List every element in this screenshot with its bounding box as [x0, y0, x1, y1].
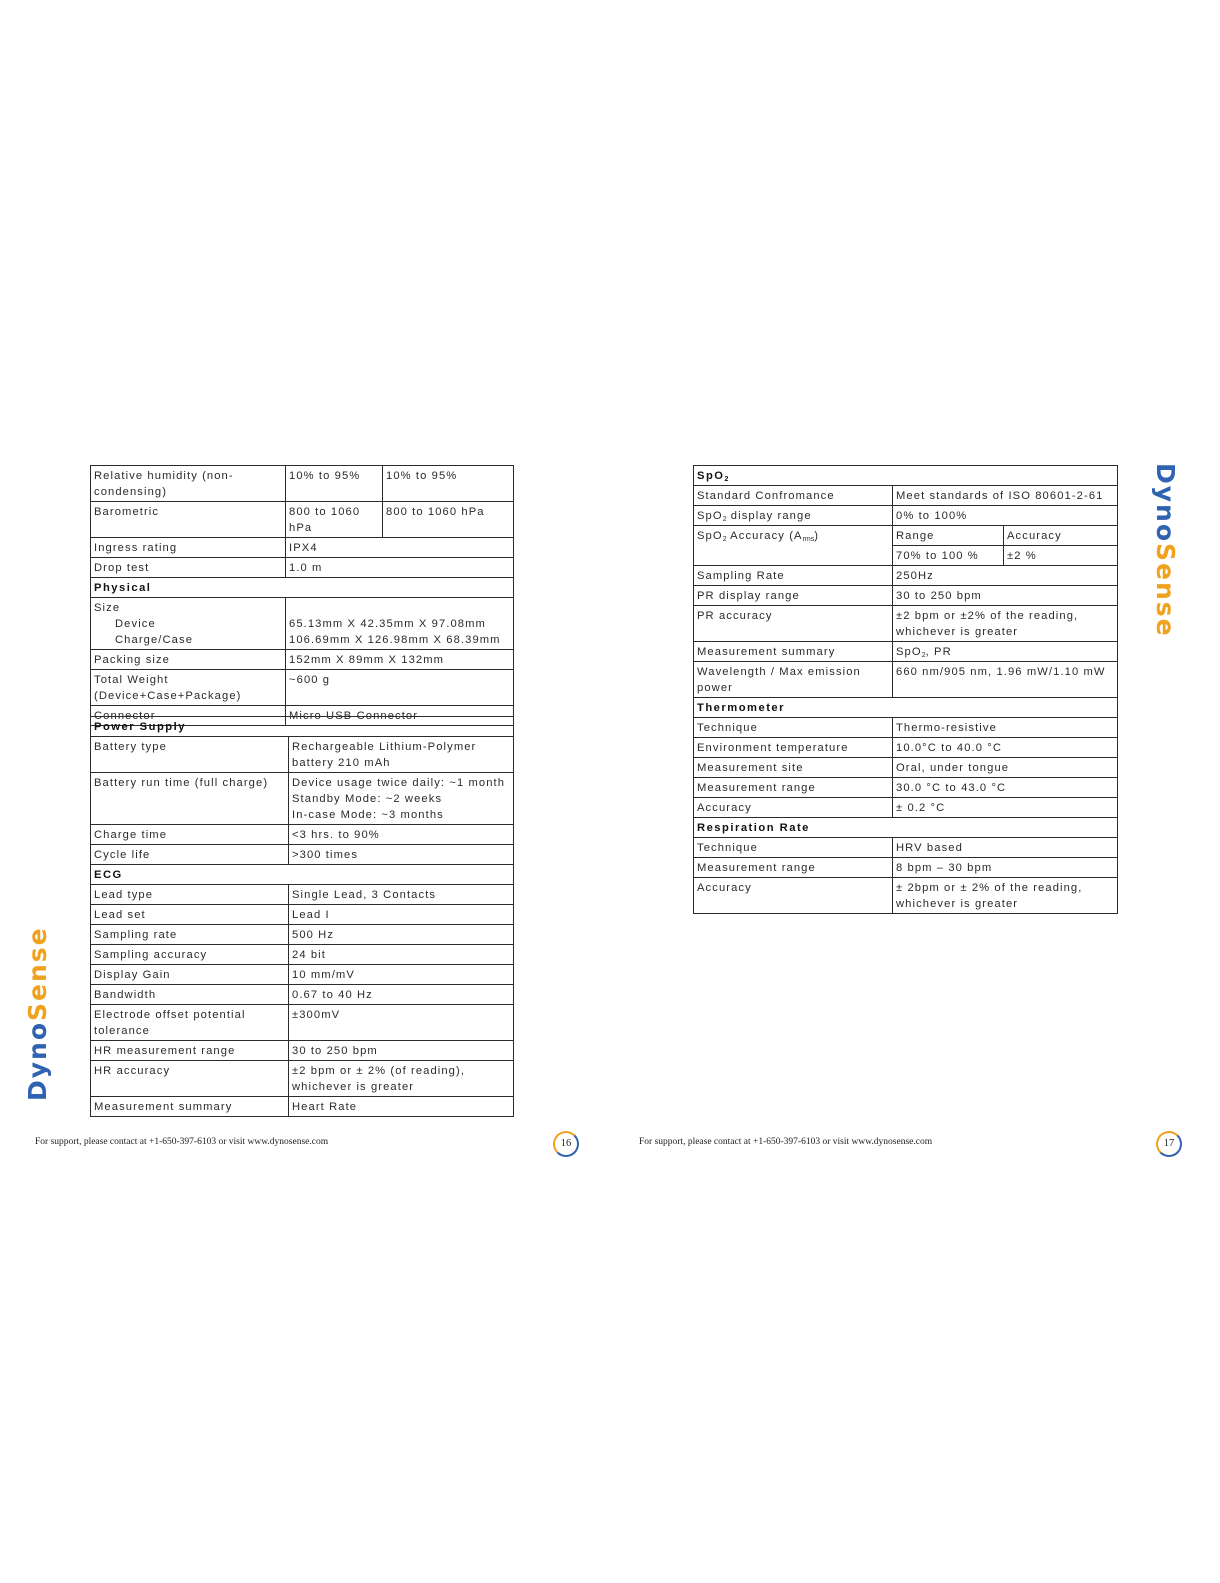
- spec-value: ±2 bpm or ±2% of the reading, whichever is greater: [893, 606, 1118, 642]
- table-row: [694, 642, 1118, 662]
- table-row: [694, 662, 1118, 698]
- spec-label: Accuracy: [694, 798, 893, 818]
- spec-label: Bandwidth: [91, 985, 289, 1005]
- table-row: [91, 1097, 514, 1117]
- spec-label: [91, 598, 286, 650]
- spec-value: >300 times: [289, 845, 514, 865]
- spec-label: SpO$_2$ Accuracy $(A_{rms})$: [694, 526, 893, 566]
- spec-label: Connector: [91, 706, 286, 726]
- spec-value: Oral, under tongue: [893, 758, 1118, 778]
- spec-value: 800 to 1060 hPa: [286, 502, 383, 538]
- table-row: [694, 566, 1118, 586]
- spec-label: Measurement summary: [694, 642, 893, 662]
- runtime-line-2: Standby Mode: ~2 weeks: [292, 793, 443, 805]
- table-row: [91, 985, 514, 1005]
- table-row: [694, 606, 1118, 642]
- spec-value: Meet standards of ISO 80601-2-61: [893, 486, 1118, 506]
- spec-value: SpO$_2$, PR: [893, 642, 1118, 662]
- section-heading-ecg: ECG: [91, 865, 514, 885]
- spec-label: PR accuracy: [694, 606, 893, 642]
- subtable-header: Accuracy: [1004, 526, 1118, 546]
- spec-value: Single Lead, 3 Contacts: [289, 885, 514, 905]
- table-row: [91, 670, 514, 706]
- footer-support-right: For support, please contact at +1-650-397-6103 or visit www.dynosense.com: [639, 1137, 933, 1147]
- spec-value: <3 hrs. to 90%: [289, 825, 514, 845]
- section-row: [91, 578, 514, 598]
- spec-label: Accuracy: [694, 878, 893, 914]
- table-row: [91, 538, 514, 558]
- spec-label: Barometric: [91, 502, 286, 538]
- table-row: [694, 878, 1118, 914]
- table-row: [91, 773, 514, 825]
- spec-label: Battery run time (full charge): [91, 773, 289, 825]
- spec-label: Electrode offset potential tolerance: [91, 1005, 289, 1041]
- spec-label: HR measurement range: [91, 1041, 289, 1061]
- spec-label: Packing size: [91, 650, 286, 670]
- spec-value: 10% to 95%: [383, 466, 514, 502]
- table-row: [91, 1005, 514, 1041]
- spec-label: Total Weight (Device+Case+Package): [91, 670, 286, 706]
- spec-label: Standard Confromance: [694, 486, 893, 506]
- table-row: [91, 650, 514, 670]
- spec-label: PR display range: [694, 586, 893, 606]
- table-row: [91, 945, 514, 965]
- spec-value: 152mm X 89mm X 132mm: [286, 650, 514, 670]
- size-device-value: 65.13mm X 42.35mm X 97.08mm: [289, 618, 486, 630]
- section-heading-physical: Physical: [91, 578, 514, 598]
- table-row: [694, 486, 1118, 506]
- page-number-left: 16: [553, 1131, 579, 1157]
- runtime-line-3: In-case Mode: ~3 months: [292, 809, 444, 821]
- spec-value: 660 nm/905 nm, 1.96 mW/1.10 mW: [893, 662, 1118, 698]
- spec-table-power-ecg: [90, 716, 514, 1117]
- section-row: [91, 717, 514, 737]
- spec-label: Sampling Rate: [694, 566, 893, 586]
- spec-value: IPX4: [286, 538, 514, 558]
- brand-logo-right: DynoSense: [1151, 463, 1180, 638]
- spec-value: 1.0 m: [286, 558, 514, 578]
- spec-label: Technique: [694, 718, 893, 738]
- spec-label: Measurement range: [694, 858, 893, 878]
- spec-value: 10% to 95%: [286, 466, 383, 502]
- spec-value: 0% to 100%: [893, 506, 1118, 526]
- table-row: [694, 586, 1118, 606]
- spec-value: 10 mm/mV: [289, 965, 514, 985]
- table-row: [91, 1061, 514, 1097]
- brand-logo-left: DynoSense: [23, 926, 52, 1101]
- spec-table-environment-physical: [90, 465, 514, 726]
- spec-label: Display Gain: [91, 965, 289, 985]
- table-row: [91, 1041, 514, 1061]
- table-row: [91, 965, 514, 985]
- spec-label: Charge time: [91, 825, 289, 845]
- spec-value: 30.0 °C to 43.0 °C: [893, 778, 1118, 798]
- page-number-right: 17: [1156, 1131, 1182, 1157]
- spec-value: ± 2bpm or ± 2% of the reading, whichever is greater: [893, 878, 1118, 914]
- section-row: [91, 865, 514, 885]
- spec-label: Environment temperature: [694, 738, 893, 758]
- spec-value: Rechargeable Lithium-Polymer battery 210 mAh: [289, 737, 514, 773]
- spec-value: 30 to 250 bpm: [893, 586, 1118, 606]
- size-sub-case: Charge/Case: [115, 634, 194, 646]
- spec-value: 10.0°C to 40.0 °C: [893, 738, 1118, 758]
- table-row: [91, 925, 514, 945]
- spec-value: Thermo-resistive: [893, 718, 1118, 738]
- section-heading-power-supply: Power Supply: [91, 717, 514, 737]
- spec-value: HRV based: [893, 838, 1118, 858]
- spec-value: 500 Hz: [289, 925, 514, 945]
- spec-value: 24 bit: [289, 945, 514, 965]
- table-row: [91, 466, 514, 502]
- spec-label: Cycle life: [91, 845, 289, 865]
- spec-value: Lead I: [289, 905, 514, 925]
- spec-label: Measurement site: [694, 758, 893, 778]
- spec-value: ~600 g: [286, 670, 514, 706]
- size-label: Size: [94, 602, 121, 614]
- footer-support-left: For support, please contact at +1-650-397-6103 or visit www.dynosense.com: [35, 1137, 329, 1147]
- spec-label: Lead type: [91, 885, 289, 905]
- table-row: [91, 598, 514, 650]
- table-row: [91, 885, 514, 905]
- spec-value: Micro USB Connector: [286, 706, 514, 726]
- spec-label: Sampling accuracy: [91, 945, 289, 965]
- table-row: [694, 758, 1118, 778]
- spec-value: 30 to 250 bpm: [289, 1041, 514, 1061]
- runtime-line-1: Device usage twice daily: ~1 month: [292, 777, 506, 789]
- table-row: [694, 718, 1118, 738]
- spec-value: 70% to 100 %: [893, 546, 1004, 566]
- spec-table-spo2-thermo-resp: [693, 465, 1118, 914]
- table-row: [694, 526, 1118, 546]
- size-sub-device: Device: [115, 618, 156, 630]
- section-row: [694, 698, 1118, 718]
- spec-value: [286, 598, 514, 650]
- spec-value: 800 to 1060 hPa: [383, 502, 514, 538]
- table-row: [91, 905, 514, 925]
- table-row: [694, 798, 1118, 818]
- table-row: [91, 825, 514, 845]
- table-row: [694, 506, 1118, 526]
- spec-label: Drop test: [91, 558, 286, 578]
- spec-value: 8 bpm – 30 bpm: [893, 858, 1118, 878]
- table-row: [91, 737, 514, 773]
- spec-label: SpO$_2$ display range: [694, 506, 893, 526]
- table-row: [91, 845, 514, 865]
- spec-value: Heart Rate: [289, 1097, 514, 1117]
- table-row: [694, 778, 1118, 798]
- spec-value: ±2 bpm or ± 2% (of reading), whichever is greater: [289, 1061, 514, 1097]
- spec-value: ±300mV: [289, 1005, 514, 1041]
- table-row: [694, 858, 1118, 878]
- section-heading-thermometer: Thermometer: [694, 698, 1118, 718]
- spec-label: Measurement summary: [91, 1097, 289, 1117]
- size-case-value: 106.69mm X 126.98mm X 68.39mm: [289, 634, 501, 646]
- section-heading-spo2: SpO$_2$: [694, 466, 1118, 486]
- spec-label: Lead set: [91, 905, 289, 925]
- spec-label: HR accuracy: [91, 1061, 289, 1097]
- spec-label: Battery type: [91, 737, 289, 773]
- spec-value: ± 0.2 °C: [893, 798, 1118, 818]
- spec-label: Relative humidity (non-condensing): [91, 466, 286, 502]
- table-row: [694, 738, 1118, 758]
- spec-label: Sampling rate: [91, 925, 289, 945]
- spec-value: [289, 773, 514, 825]
- section-heading-respiration-rate: Respiration Rate: [694, 818, 1118, 838]
- spec-label: Technique: [694, 838, 893, 858]
- spec-label: Wavelength / Max emission power: [694, 662, 893, 698]
- section-row: [694, 818, 1118, 838]
- spec-value: ±2 %: [1004, 546, 1118, 566]
- spec-label: Measurement range: [694, 778, 893, 798]
- subtable-header: Range: [893, 526, 1004, 546]
- spec-value: 250Hz: [893, 566, 1118, 586]
- table-row: [91, 502, 514, 538]
- spec-value: 0.67 to 40 Hz: [289, 985, 514, 1005]
- section-row: [694, 466, 1118, 486]
- table-row: [694, 838, 1118, 858]
- spec-label: Ingress rating: [91, 538, 286, 558]
- table-row: [91, 558, 514, 578]
